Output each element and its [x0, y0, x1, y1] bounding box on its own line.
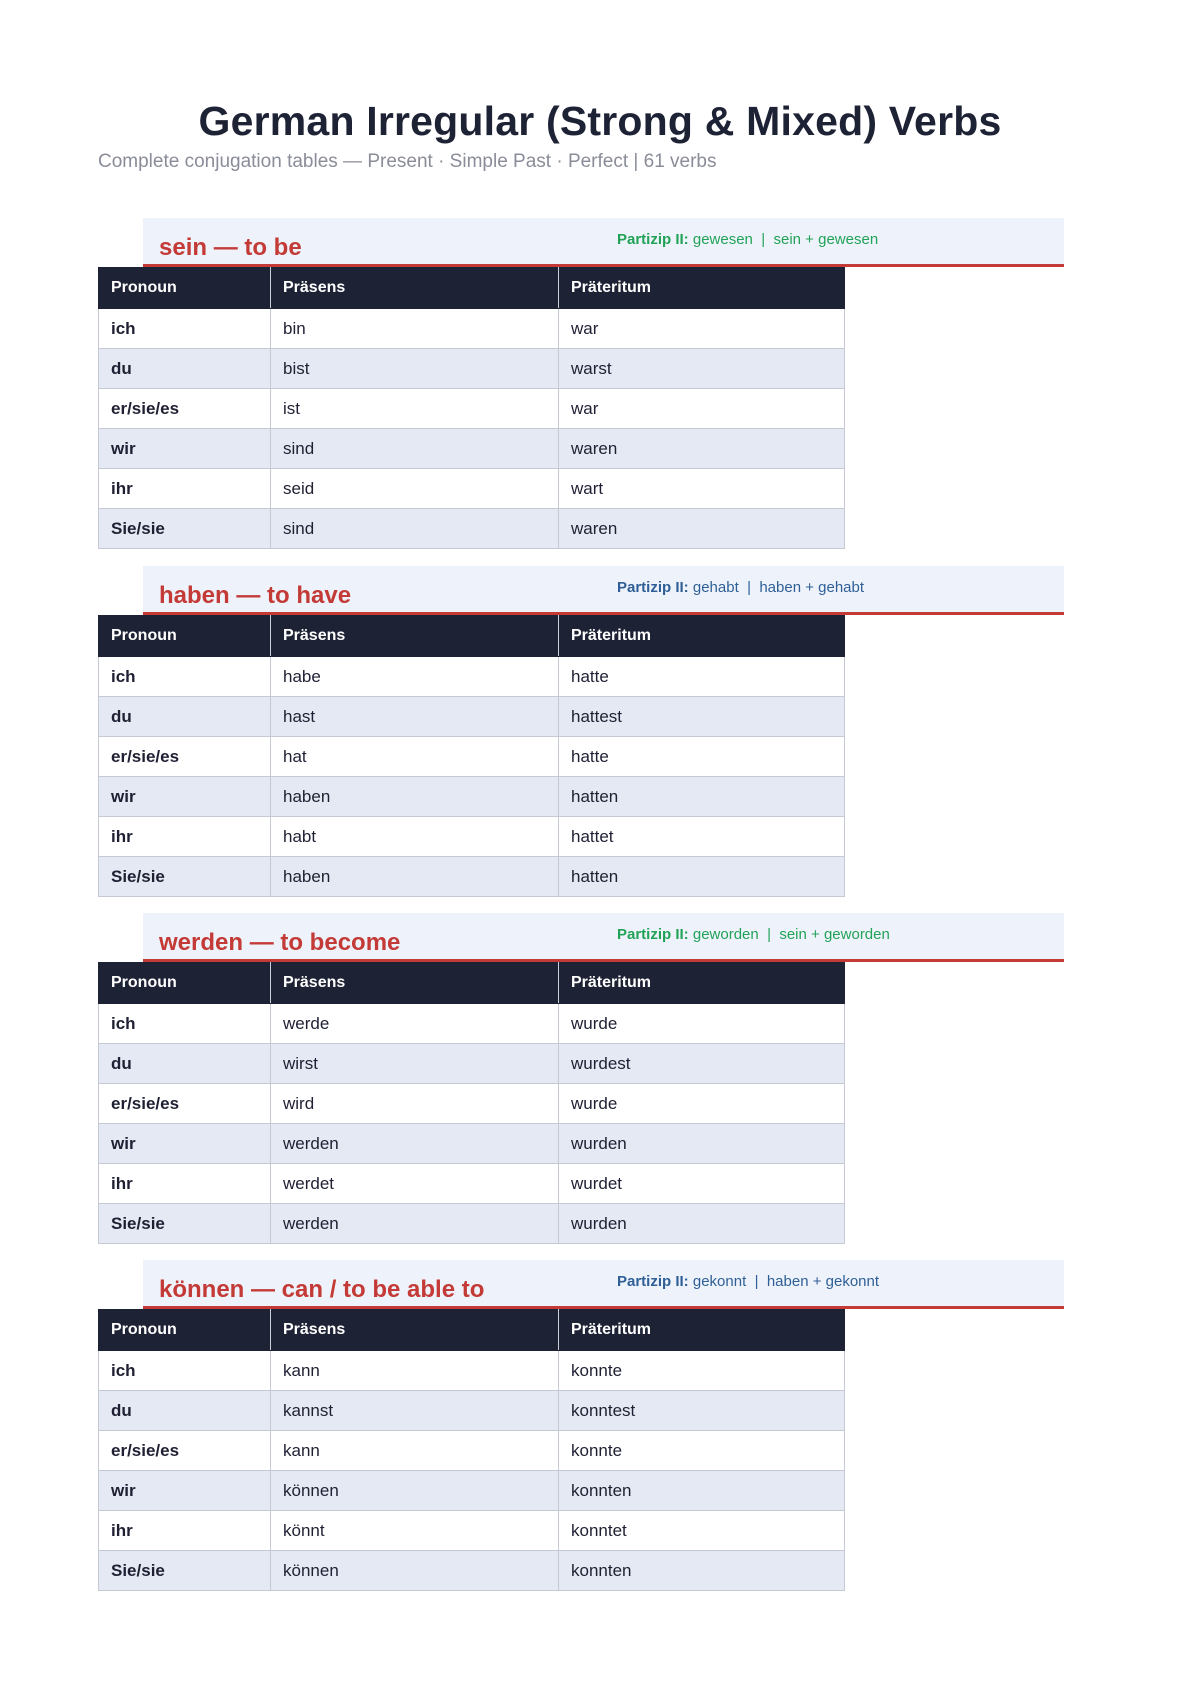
column-header-past: Präteritum	[559, 963, 845, 1004]
pronoun-cell: ihr	[99, 1164, 271, 1204]
table-row	[99, 1084, 845, 1124]
column-header-present: Präsens	[271, 1310, 559, 1351]
verb-title: können — can / to be able to	[159, 1275, 485, 1303]
pronoun-cell: Sie/sie	[99, 857, 271, 897]
table-row	[99, 1511, 845, 1551]
table-row	[99, 1391, 845, 1431]
present-cell: werden	[271, 1204, 559, 1244]
table-row	[99, 349, 845, 389]
conjugation-table	[98, 615, 845, 897]
pronoun-cell: Sie/sie	[99, 1551, 271, 1591]
pronoun-cell: du	[99, 1391, 271, 1431]
present-cell: kann	[271, 1431, 559, 1471]
verb-title: haben — to have	[159, 581, 352, 609]
past-cell: waren	[559, 509, 845, 549]
present-cell: haben	[271, 777, 559, 817]
past-cell: konntest	[559, 1391, 845, 1431]
past-cell: hatte	[559, 657, 845, 697]
table-row	[99, 1471, 845, 1511]
past-cell: konntet	[559, 1511, 845, 1551]
column-header-past: Präteritum	[559, 616, 845, 657]
column-header-pronoun: Pronoun	[99, 1310, 271, 1351]
partizip-separator: |	[754, 1273, 759, 1290]
pronoun-cell: er/sie/es	[99, 1084, 271, 1124]
present-cell: bin	[271, 309, 559, 349]
conjugation-table	[98, 962, 845, 1244]
table-header-row	[99, 1310, 845, 1351]
table-row	[99, 1004, 845, 1044]
pronoun-cell: ich	[99, 657, 271, 697]
past-cell: wurden	[559, 1124, 845, 1164]
verb-header	[143, 218, 1064, 267]
partizip-label: Partizip II:	[617, 579, 689, 596]
past-cell: hatten	[559, 857, 845, 897]
past-cell: wurdest	[559, 1044, 845, 1084]
pronoun-cell: ich	[99, 1004, 271, 1044]
present-cell: werden	[271, 1124, 559, 1164]
past-cell: wurde	[559, 1084, 845, 1124]
past-cell: wurdet	[559, 1164, 845, 1204]
column-header-present: Präsens	[271, 616, 559, 657]
table-row	[99, 1204, 845, 1244]
table-row	[99, 657, 845, 697]
table-row	[99, 509, 845, 549]
partizip-line	[617, 1274, 879, 1291]
pronoun-cell: wir	[99, 429, 271, 469]
partizip-separator: |	[767, 926, 771, 943]
column-header-present: Präsens	[271, 268, 559, 309]
partizip-label: Partizip II:	[617, 231, 689, 248]
partizip-value: gewesen	[692, 231, 753, 248]
table-row	[99, 817, 845, 857]
past-cell: konnte	[559, 1351, 845, 1391]
table-row	[99, 697, 845, 737]
table-row	[99, 1044, 845, 1084]
pronoun-cell: wir	[99, 1124, 271, 1164]
present-cell: werdet	[271, 1164, 559, 1204]
past-cell: warst	[559, 349, 845, 389]
table-row	[99, 389, 845, 429]
past-cell: war	[559, 389, 845, 429]
verb-section	[98, 913, 1064, 1244]
table-row	[99, 1164, 845, 1204]
partizip-line	[617, 232, 878, 249]
pronoun-cell: er/sie/es	[99, 1431, 271, 1471]
conjugation-table	[98, 267, 845, 549]
verb-title: sein — to be	[159, 233, 302, 261]
column-header-pronoun: Pronoun	[99, 963, 271, 1004]
past-cell: konnten	[559, 1551, 845, 1591]
pronoun-cell: ich	[99, 309, 271, 349]
pronoun-cell: du	[99, 349, 271, 389]
present-cell: werde	[271, 1004, 559, 1044]
present-cell: habt	[271, 817, 559, 857]
table-row	[99, 857, 845, 897]
present-cell: könnt	[271, 1511, 559, 1551]
present-cell: haben	[271, 857, 559, 897]
table-row	[99, 1124, 845, 1164]
verb-header	[143, 1260, 1064, 1309]
column-header-past: Präteritum	[559, 1310, 845, 1351]
past-cell: waren	[559, 429, 845, 469]
table-row	[99, 777, 845, 817]
present-cell: hast	[271, 697, 559, 737]
partizip-separator: |	[761, 231, 766, 248]
partizip-line	[617, 580, 864, 597]
past-cell: wurde	[559, 1004, 845, 1044]
table-row	[99, 1351, 845, 1391]
partizip-value: gekonnt	[692, 1273, 747, 1290]
table-row	[99, 429, 845, 469]
present-cell: sind	[271, 509, 559, 549]
verb-header	[143, 913, 1064, 962]
present-cell: seid	[271, 469, 559, 509]
pronoun-cell: ihr	[99, 1511, 271, 1551]
column-header-pronoun: Pronoun	[99, 268, 271, 309]
pronoun-cell: er/sie/es	[99, 737, 271, 777]
table-header-row	[99, 616, 845, 657]
pronoun-cell: wir	[99, 1471, 271, 1511]
auxiliary-phrase: haben + gehabt	[759, 579, 865, 596]
pronoun-cell: er/sie/es	[99, 389, 271, 429]
table-row	[99, 1551, 845, 1591]
page-subtitle: Complete conjugation tables — Present · Simple Past · Perfect | 61 verbs	[98, 151, 717, 172]
present-cell: hat	[271, 737, 559, 777]
present-cell: sind	[271, 429, 559, 469]
verb-section	[98, 566, 1064, 897]
past-cell: wurden	[559, 1204, 845, 1244]
auxiliary-phrase: haben + gekonnt	[766, 1273, 880, 1290]
pronoun-cell: du	[99, 697, 271, 737]
table-row	[99, 737, 845, 777]
present-cell: wird	[271, 1084, 559, 1124]
column-header-pronoun: Pronoun	[99, 616, 271, 657]
verb-section	[98, 1260, 1064, 1591]
table-row	[99, 469, 845, 509]
past-cell: war	[559, 309, 845, 349]
conjugation-table	[98, 1309, 845, 1591]
present-cell: kannst	[271, 1391, 559, 1431]
partizip-separator: |	[747, 579, 751, 596]
past-cell: hatten	[559, 777, 845, 817]
partizip-line	[617, 927, 890, 944]
verb-title: werden — to become	[159, 928, 401, 956]
partizip-value: geworden	[692, 926, 759, 943]
pronoun-cell: du	[99, 1044, 271, 1084]
present-cell: wirst	[271, 1044, 559, 1084]
past-cell: hattest	[559, 697, 845, 737]
partizip-label: Partizip II:	[617, 926, 689, 943]
past-cell: konnten	[559, 1471, 845, 1511]
past-cell: hatte	[559, 737, 845, 777]
past-cell: hattet	[559, 817, 845, 857]
past-cell: konnte	[559, 1431, 845, 1471]
table-header-row	[99, 963, 845, 1004]
page-title: German Irregular (Strong & Mixed) Verbs	[198, 98, 1002, 144]
pronoun-cell: ich	[99, 1351, 271, 1391]
pronoun-cell: Sie/sie	[99, 509, 271, 549]
column-header-past: Präteritum	[559, 268, 845, 309]
table-row	[99, 309, 845, 349]
verb-section	[98, 218, 1064, 549]
pronoun-cell: Sie/sie	[99, 1204, 271, 1244]
partizip-value: gehabt	[692, 579, 739, 596]
pronoun-cell: wir	[99, 777, 271, 817]
table-header-row	[99, 268, 845, 309]
partizip-label: Partizip II:	[617, 1273, 689, 1290]
pronoun-cell: ihr	[99, 817, 271, 857]
present-cell: können	[271, 1471, 559, 1511]
present-cell: können	[271, 1551, 559, 1591]
verb-header	[143, 566, 1064, 615]
table-row	[99, 1431, 845, 1471]
present-cell: ist	[271, 389, 559, 429]
auxiliary-phrase: sein + geworden	[779, 926, 890, 943]
pronoun-cell: ihr	[99, 469, 271, 509]
past-cell: wart	[559, 469, 845, 509]
auxiliary-phrase: sein + gewesen	[773, 231, 879, 248]
present-cell: kann	[271, 1351, 559, 1391]
present-cell: bist	[271, 349, 559, 389]
column-header-present: Präsens	[271, 963, 559, 1004]
present-cell: habe	[271, 657, 559, 697]
